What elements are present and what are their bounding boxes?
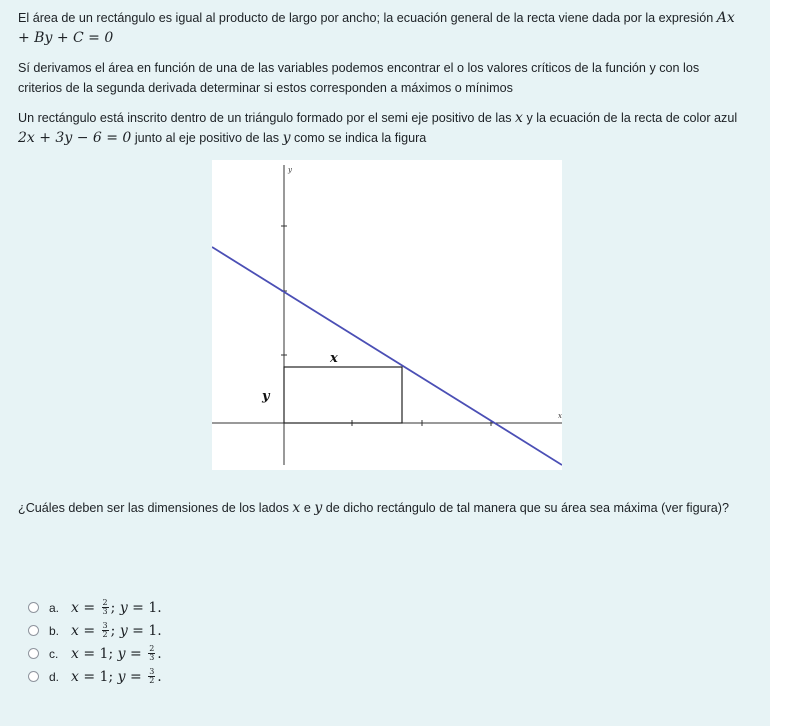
p3-text-before: Un rectángulo está inscrito dentro de un triángulo formado por el semi eje positivo de las (18, 111, 512, 125)
frac-num: 3 (149, 667, 155, 676)
radio-a[interactable] (28, 602, 39, 613)
question-var-x: x (292, 500, 301, 516)
answer-formula: x = $\frac{2}{3}$ ; y = 1 . (71, 598, 162, 616)
inscribed-rectangle (284, 367, 402, 423)
intro-paragraph-3 (18, 108, 746, 148)
frac-den: 2 (149, 676, 155, 685)
radio-c[interactable] (28, 648, 39, 659)
answer-formula: x = $\frac{3}{2}$ ; y = 1 . (71, 621, 162, 639)
question-text-before: ¿Cuáles deben ser las dimensiones de los lados (18, 501, 289, 515)
intro-paragraph-2: Sí derivamos el área en función de una de las variables podemos encontrar el o los valores críticos de la función y con los criterios de la segunda derivada determinar si estos corresponden a máximos o mínimos (18, 61, 700, 95)
x-value: 1 (99, 645, 109, 662)
intro-paragraph-1 (18, 8, 746, 48)
answer-option-d[interactable] (28, 665, 162, 688)
question-text-after: de dicho rectángulo de tal manera que su área sea máxima (ver figura)? (325, 501, 729, 515)
question-var-y: y (314, 500, 323, 516)
y-value: 1 (148, 622, 158, 639)
frac-den: 2 (102, 630, 108, 639)
blue-line (212, 247, 562, 465)
answer-formula: x = 1 ; y = $\frac{2}{3}$ . (71, 644, 162, 662)
p3-var-y: y (282, 130, 291, 146)
answer-formula: x = 1 ; y = $\frac{3}{2}$ . (71, 667, 162, 685)
p3-text-middle: y la ecuación de la recta de color azul (526, 111, 738, 125)
radio-d[interactable] (28, 671, 39, 682)
frac-num: 2 (149, 644, 155, 653)
intro-text-1: El área de un rectángulo es igual al producto de largo por ancho; la ecuación general de la recta viene dada por la expresión (18, 11, 714, 25)
general-line-formula: Ax + By + C = 0 (18, 10, 735, 46)
blue-line-formula: 2x + 3y − 6 = 0 (18, 130, 132, 146)
answer-option-c[interactable] (28, 642, 162, 665)
rect-label-x: x (330, 351, 338, 366)
radio-b[interactable] (28, 625, 39, 636)
question-conj: e (303, 501, 311, 515)
p3-var-x: x (515, 110, 523, 126)
question-text (18, 498, 738, 518)
frac-den: 3 (102, 607, 108, 616)
p3-text-after: junto al eje positivo de las (134, 131, 280, 145)
y-value: 1 (148, 599, 158, 616)
answer-letter: b. (49, 623, 60, 638)
frac-num: 3 (102, 621, 108, 630)
x-value: 1 (99, 668, 109, 685)
figure-svg (212, 160, 562, 470)
frac-num: 2 (102, 598, 108, 607)
axis-label-x: x (558, 412, 562, 420)
axis-label-y: y (288, 166, 292, 174)
answer-option-a[interactable] (28, 596, 162, 619)
frac-den: 3 (149, 653, 155, 662)
p3-text-end: como se indica la figura (293, 131, 427, 145)
answer-letter: c. (49, 646, 59, 661)
rect-label-y: y (262, 389, 270, 404)
answer-letter: d. (49, 669, 60, 684)
right-margin (770, 0, 807, 726)
figure (212, 160, 562, 470)
answer-option-b[interactable] (28, 619, 162, 642)
answer-options (28, 596, 162, 688)
answer-letter: a. (49, 600, 60, 615)
